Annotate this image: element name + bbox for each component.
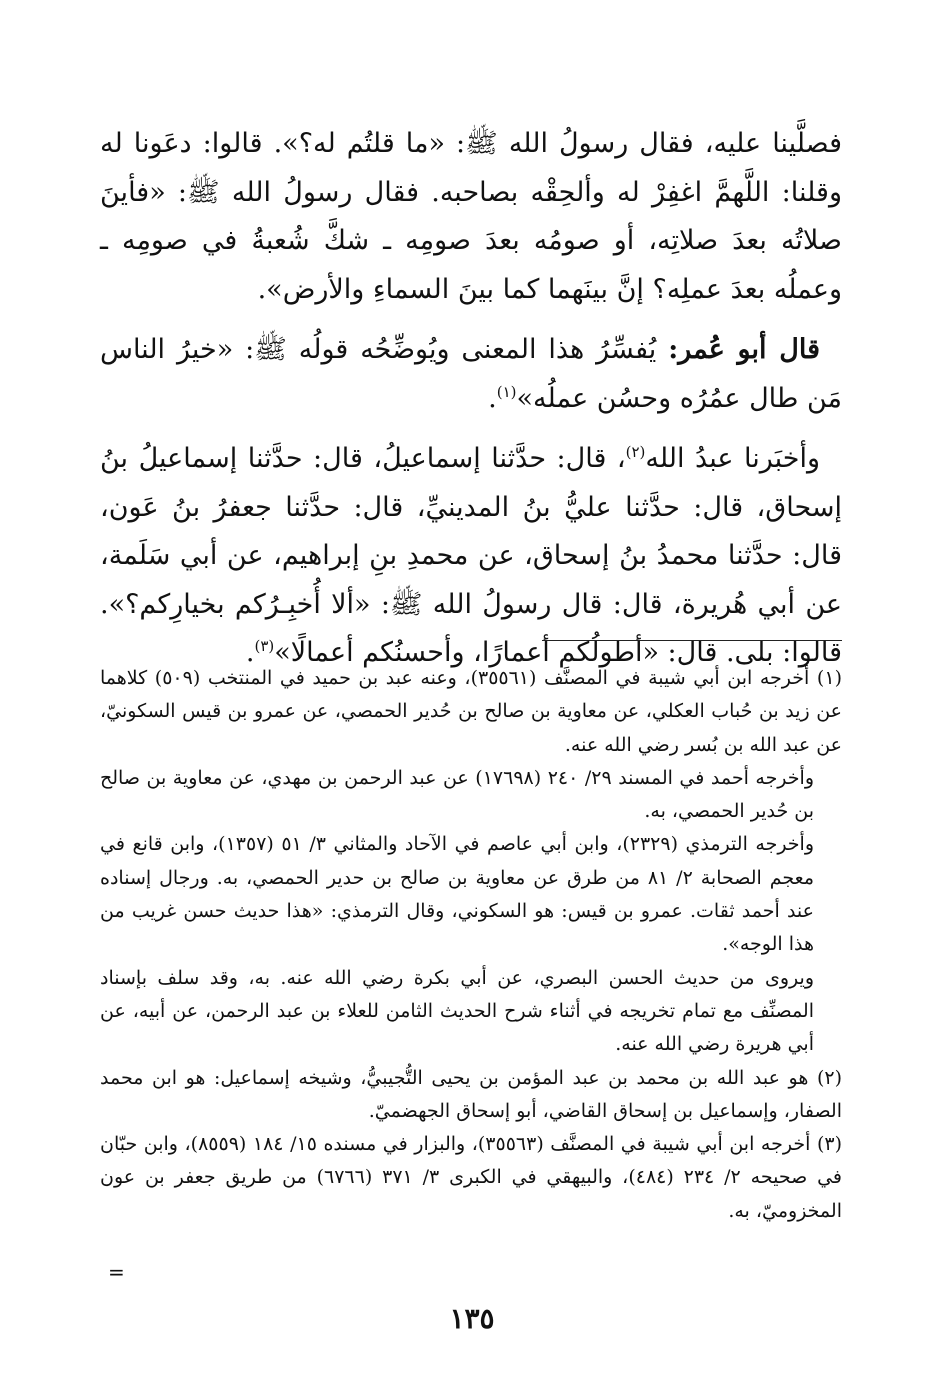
paragraph-3-text-a: وأخبَرنا عبدُ الله (645, 443, 820, 474)
paragraph-2 (100, 326, 842, 423)
paragraph-1-line-2: له وألحِقْه بصاحبه. فقال رسولُ الله ﷺ: «فأينَ صلاتُه بعدَ صلاتِه، أو صومُه بعدَ (100, 176, 842, 256)
footnote-1-paragraph-2: وأخرجه أحمد في المسند ٢٩/ ٢٤٠ (١٧٦٩٨) عن عبد الرحمن بن مهدي، عن معاوية بن صالح بن حُدير الحمصي، به. (100, 766, 814, 823)
footnote-2-number: (٢) (816, 1066, 842, 1089)
footnote-3 (100, 1128, 842, 1228)
footnote-ref-1: (١) (496, 382, 517, 401)
footnote-3-text: أخرجه ابن أبي شيبة في المصنَّف (٣٥٥٦٣)، والبزار في مسنده ١٥/ ١٨٤ (٨٥٥٩)، وابن حبّان في صحيحه ٢/ ٢٣٤ (٤٨٤)، والبيهقي في الكبرى ٣/ ٣٧١ (٦٧٦٦) من طريق جعفر بن عون المخزوميّ، به. (100, 1133, 843, 1222)
paragraph-3-text-b: ، قال: حدَّثنا إسماعيلُ، قال: حدَّثنا إسماعيلُ بنُ إسحاق، قال: حدَّثنا عليُّ بنُ المدينيِّ، قال: حدَّثنا جعفرُ بنُ عَون، قال: حدَّثنا محمدُ بنُ إسحاق، عن محمدِ بنِ إبراهيم، عن أبي سَلَمة، عن أبي هُريرة، قال: قال رسولُ الله ﷺ: «ألا أُخبِـرُكم بخيارِكم؟». قالوا: بلى. قال: «أطولُكم أعمارًا، وأحسنُكم أعمالًا» (100, 443, 842, 668)
footnote-3-number: (٣) (816, 1133, 842, 1156)
footnote-divider (542, 640, 842, 641)
paragraph-3 (100, 435, 842, 678)
footnote-1-text: أخرجه ابن أبي شيبة في المصنَّف (٣٥٥٦١)، وعنه عبد بن حميد في المنتخب (٥٠٩) كلاهما عن زيد بن حُباب العكلي، عن معاوية بن صالح بن حُدير الحمصي، عن عمرو بن قيس السكونيّ، عن عبد الله بن بُسر رضي الله عنه. (100, 667, 842, 756)
paragraph-3-end: . (245, 637, 255, 668)
continuation-mark: = (108, 1260, 125, 1284)
footnote-ref-2: (٢) (625, 443, 646, 461)
footnote-2-text: هو عبد الله بن محمد بن عبد المؤمن بن يحيى التُّجيبيُّ، وشيخه إسماعيل: هو ابن محمد الصفار، وإسماعيل بن إسحاق القاضي، أبو إسحاق الجهضميّ. (100, 1066, 842, 1122)
main-text (100, 120, 842, 678)
page-number: ١٣٥ (449, 1302, 495, 1335)
paragraph-1-line-3: صومِه ـ شكَّ شُعبةُ في صومِه ـ وعملُه بعدَ عملِه؟ إنَّ بينَهما كما بينَ السماءِ والأرض». (100, 225, 842, 305)
paragraph-1-line-1: فصلَّينا عليه، فقال رسولُ الله ﷺ: «ما قلتُم له؟». قالوا: دعَونا له وقلنا: اللَّهمَّ اغفِرْ (100, 128, 842, 208)
footnote-ref-3: (٣) (254, 637, 275, 655)
footnote-2 (100, 1062, 842, 1129)
paragraph-2-text: يُفسِّرُ هذا المعنى ويُوضِّحُه قولُه ﷺ: «خيرُ الناس مَن طال عمُرُه وحسُن عملُه» (100, 334, 842, 414)
footnote-1-number: (١) (816, 667, 842, 689)
paragraph-1 (100, 120, 842, 314)
footnote-1 (100, 662, 842, 762)
footnote-1-paragraph-4: ويروى من حديث الحسن البصري، عن أبي بكرة رضي الله عنه. به، وقد سلف بإسناد المصنِّف مع تمام تخريجه في أثناء شرح الحديث الثامن للعلاء بن عبد الرحمن، عن أبيه، عن أبي هريرة رضي الله عنه. (100, 966, 814, 1056)
footnotes (100, 662, 842, 1228)
footnote-1-paragraph-3: وأخرجه الترمذي (٢٣٢٩)، وابن أبي عاصم في الآحاد والمثاني ٣/ ٥١ (١٣٥٧)، وابن قانع في معجم الصحابة ٢/ ٨١ من طرق عن معاوية بن صالح بن حدير الحمصي، به. ورجال إسناده عند أحمد ثقات. عمرو بن قيس: هو السكوني، وقال الترمذي: «هذا حديث حسن غريب من هذا الوجه». (100, 833, 815, 956)
speaker-label: قال أبو عُمر: (668, 334, 820, 365)
paragraph-2-end: . (488, 382, 497, 414)
